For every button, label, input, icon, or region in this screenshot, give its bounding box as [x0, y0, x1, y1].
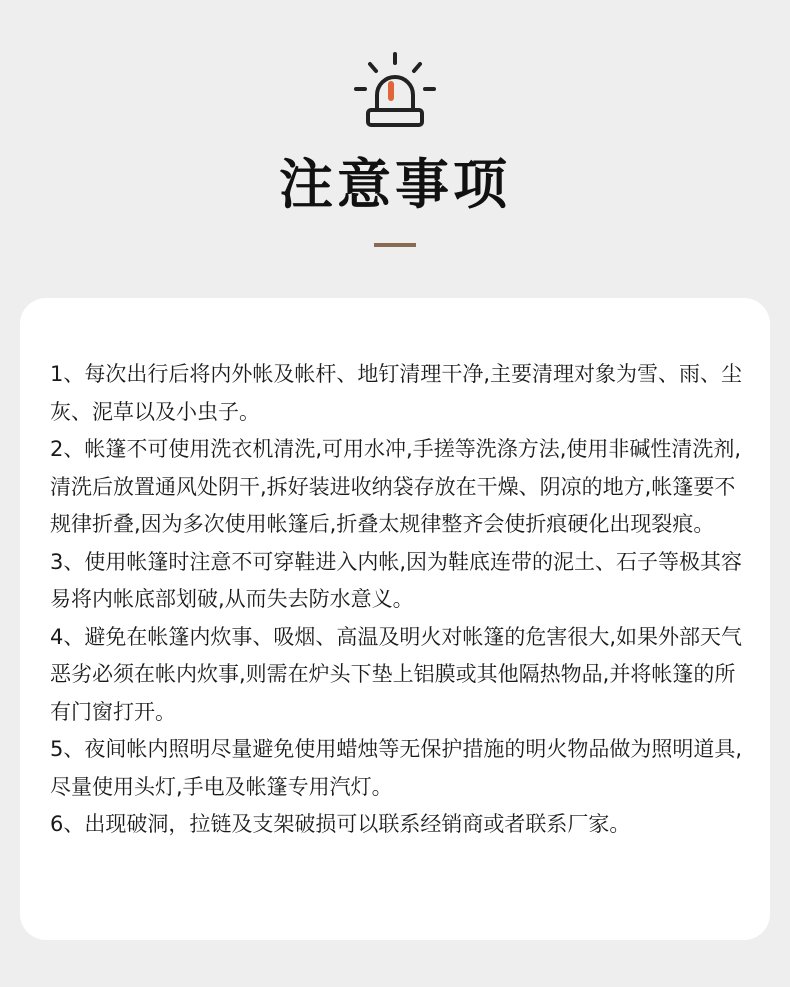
alarm-light-icon	[350, 50, 440, 132]
header	[0, 0, 790, 290]
notes-card	[20, 298, 770, 940]
title-underline	[374, 243, 416, 247]
page-title: 注意事项	[279, 153, 511, 216]
note-item-5: 5、夜间帐内照明尽量避免使用蜡烛等无保护措施的明火物品做为照明道具,尽量使用头灯,手电及帐篷专用汽灯。	[50, 737, 743, 799]
note-item-4: 4、避免在帐篷内炊事、吸烟、高温及明火对帐篷的危害很大,如果外部天气恶劣必须在帐内炊事,则需在炉头下垫上铝膜或其他隔热物品,并将帐篷的所有门窗打开。	[50, 624, 743, 724]
notes-list	[50, 356, 750, 844]
note-item-6: 6、出现破洞，拉链及支架破损可以联系经销商或者联系厂家。	[50, 812, 631, 836]
note-item-2: 2、帐篷不可使用洗衣机清洗,可用水冲,手搓等洗涤方法,使用非碱性清洗剂,清洗后放置通风处阴干,拆好装进收纳袋存放在干燥、阴凉的地方,帐篷要不规律折叠,因为多次使用帐篷后,折叠太规律整齐会使折痕硬化出现裂痕。	[50, 437, 742, 536]
note-item-3: 3、使用帐篷时注意不可穿鞋进入内帐,因为鞋底连带的泥土、石子等极其容易将内帐底部划破,从而失去防水意义。	[50, 549, 743, 611]
note-item-1: 1、每次出行后将内外帐及帐杆、地钉清理干净,主要清理对象为雪、雨、尘灰、泥草以及小虫子。	[50, 362, 743, 424]
